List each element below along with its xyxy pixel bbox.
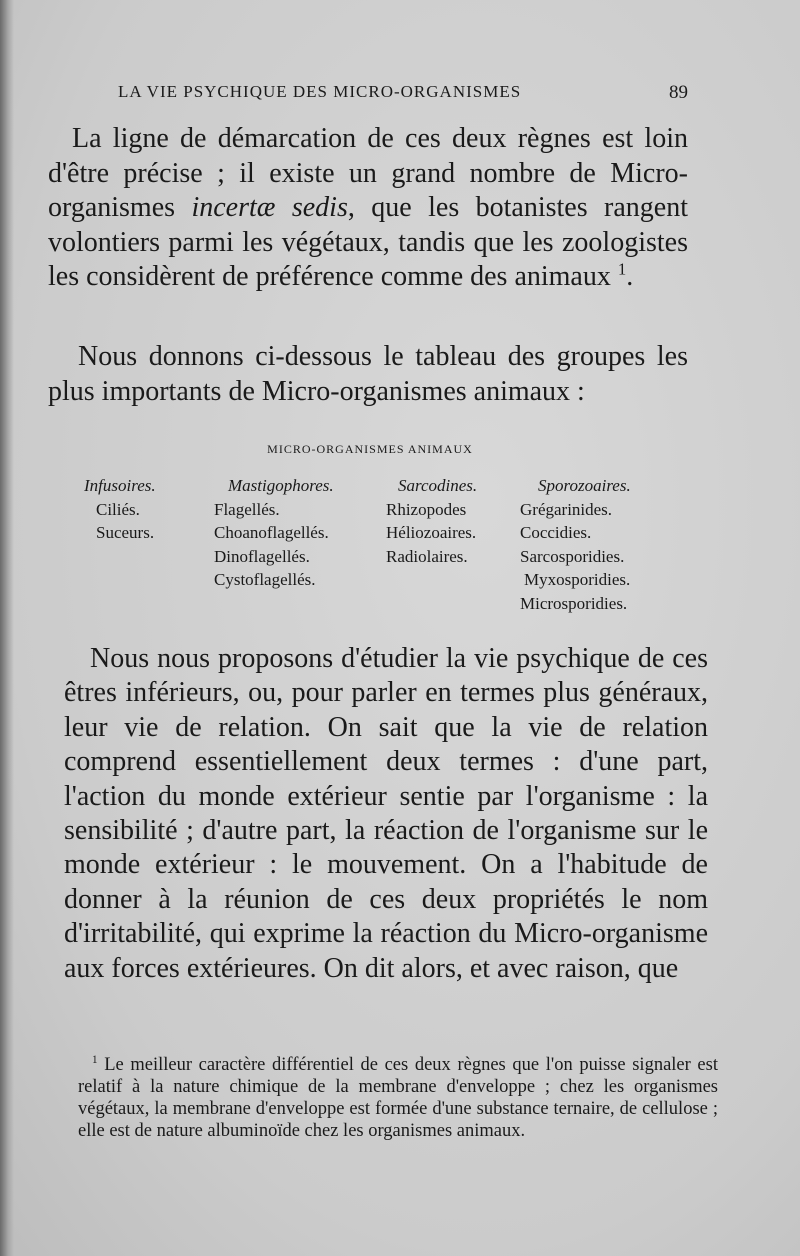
column-item: Suceurs. [96,523,155,542]
table-column-sporozoaires [520,474,631,615]
paragraph-3: Nous nous proposons d'étudier la vie psychique de ces êtres inférieurs, ou, pour parler en termes plus généraux, leur vie de relation. On sait que la vie de relation comprend essentiellement deux termes : d'une part, l'action du monde extérieur sentie par l'organisme : la sensibilité ; d'autre part, la réaction de l'organisme sur le monde extérieur : le mouvement. On a l'habitude de donner à la réunion de ces deux propriétés le nom d'irritabilité, qui exprime la réaction du Micro-organisme aux forces extérieures. On dit alors, et avec raison, que [64,643,708,984]
paragraph-1-text-b: , que les botanistes rangent volontiers parmi les végétaux, tandis que les zoologistes les considèrent de préférence comme des animaux [48,192,688,292]
table-column-infusoires [84,474,156,545]
footnote [78,1054,718,1142]
column-header: Infusoires. [84,476,156,495]
paragraph-2: Nous donnons ci-dessous le tableau des groupes les plus importants de Micro-organismes animaux : [48,341,688,407]
paragraph-1-end: . [626,261,634,292]
column-item: Flagellés. [214,499,280,519]
paragraph-1-italic: incertæ sedis [191,192,348,223]
column-item: Héliozoaires. [386,523,477,542]
column-item: Rhizopodes [386,499,467,519]
column-item: Ciliés. [96,499,140,519]
column-header: Sporozoaires. [538,476,631,495]
column-item: Sarcosporidies. [520,546,625,566]
column-item: Dinoflagellés. [214,546,310,566]
table-column-sarcodines [386,474,477,568]
column-item: Cystoflagellés. [214,570,316,589]
page-number: 89 [669,82,688,103]
page-edge-shadow [0,0,14,1256]
running-header [118,82,688,102]
table-title: MICRO-ORGANISMES ANIMAUX [267,442,473,456]
column-item: Grégarinides. [520,499,613,519]
column-item: Microsporidies. [520,593,628,613]
paragraph-1 [48,122,688,295]
paragraph-1-text-a: La ligne de démarcation de ces deux règnes est loin d'être précise ; il existe un grand nombre de Micro-organismes [48,123,688,223]
footnote-marker: 1 [92,1053,98,1066]
running-title: LA VIE PSYCHIQUE DES MICRO-ORGANISMES [118,82,522,101]
column-header: Sarcodines. [398,476,478,495]
column-item: Coccidies. [520,523,592,542]
footnote-reference: 1 [617,259,627,279]
column-item: Radiolaires. [386,546,468,566]
footnote-text: Le meilleur caractère différentiel de ces deux règnes que l'on puisse signaler est relatif à la nature chimique de la membrane d'enveloppe ; chez les organismes végétaux, la membrane d'enveloppe est formée d'une substance ternaire, de cellulose ; elle est de nature albuminoïde chez les organismes animaux. [78,1055,718,1141]
column-item: Choanoflagellés. [214,523,329,542]
column-item: Myxosporidies. [524,570,631,589]
column-header: Mastigophores. [228,476,334,495]
table-column-mastigophores [214,474,334,592]
